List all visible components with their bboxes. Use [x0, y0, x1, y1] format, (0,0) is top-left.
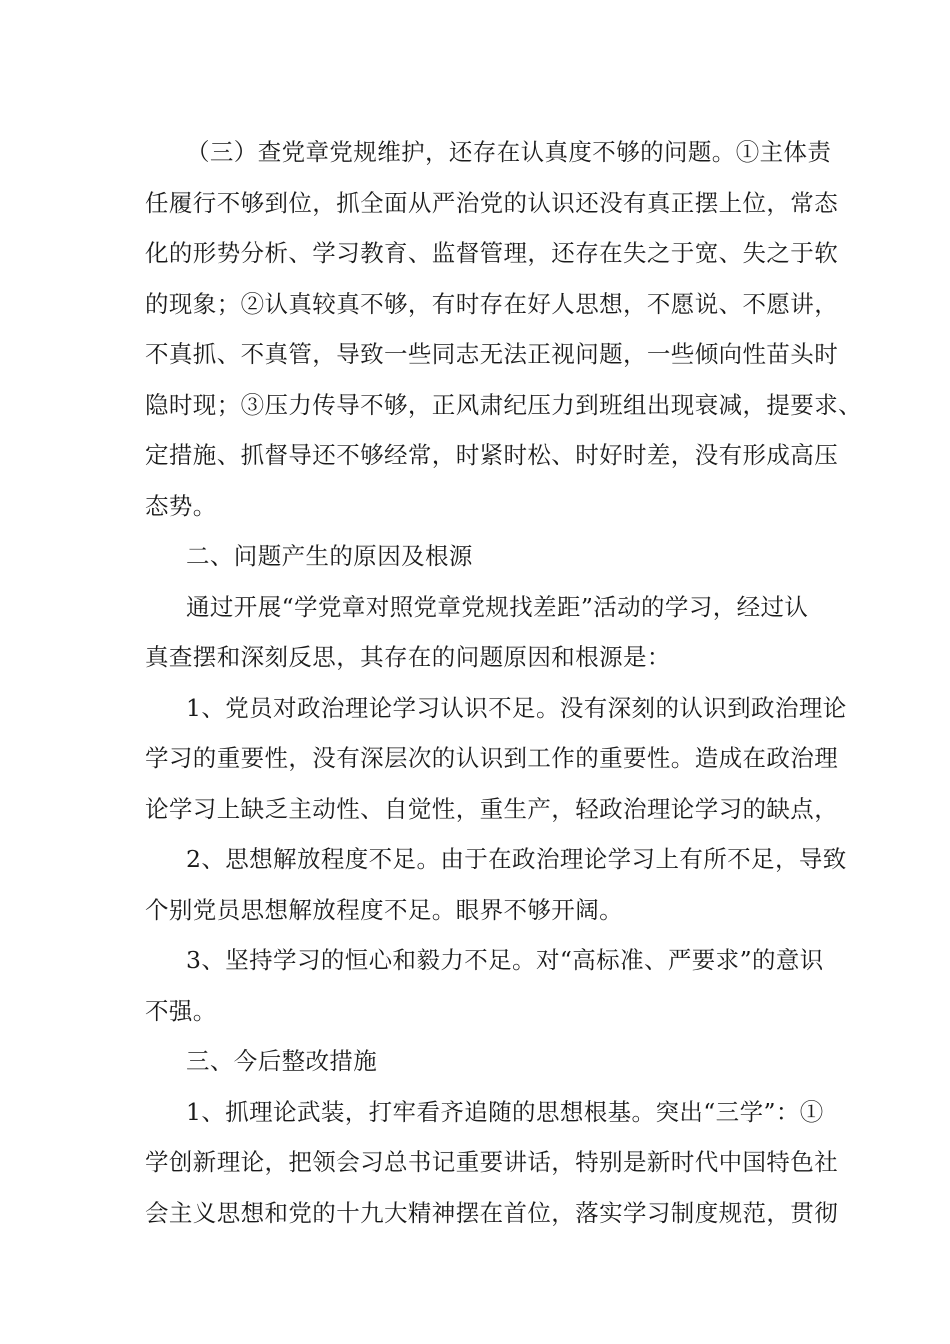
text-line: 会主义思想和党的十九大精神摆在首位，落实学习制度规范，贯彻 [145, 1198, 839, 1227]
text-line: 通过开展“学党章对照党章党规找差距”活动的学习，经过认 [186, 592, 809, 621]
text-line: 学创新理论，把领会习总书记重要讲话，特别是新时代中国特色社 [145, 1148, 839, 1176]
text-line: 不强。 [145, 996, 217, 1025]
text-line: 论学习上缺乏主动性、自觉性，重生产，轻政治理论学习的缺点， [145, 794, 839, 823]
text-line: 真查摆和深刻反思，其存在的问题原因和根源是： [145, 643, 671, 671]
paragraph-cause-1 [145, 683, 847, 835]
text-line: 不真抓、不真管，导致一些同志无法正视问题，一些倾向性苗头时 [145, 340, 839, 368]
document-body [145, 127, 862, 1238]
text-line: 2、思想解放程度不足。由于在政治理论学习上有所不足，导致 [186, 845, 847, 873]
paragraph-intro [145, 582, 809, 683]
text-line: 学习的重要性，没有深层次的认识到工作的重要性。造成在政治理 [145, 744, 839, 772]
paragraph-measure-1 [145, 1087, 839, 1239]
text-line: 1、党员对政治理论学习认识不足。没有深刻的认识到政治理论 [186, 693, 847, 722]
text-line: 个别党员思想解放程度不足。眼界不够开阔。 [145, 895, 623, 924]
text-line: （三）查党章党规维护，还存在认真度不够的问题。①主体责 [186, 138, 832, 166]
text-line: 化的形势分析、学习教育、监督管理，还存在失之于宽、失之于软 [145, 239, 839, 267]
text-line: 隐时现；③压力传导不够，正风肃纪压力到班组出现衰减，提要求、 [145, 390, 862, 419]
paragraph-cause-2 [145, 834, 847, 935]
text-line: 定措施、抓督导还不够经常，时紧时松、时好时差，没有形成高压 [145, 441, 839, 469]
text-line: 态势。 [145, 491, 217, 520]
text-line: 任履行不够到位，抓全面从严治党的认识还没有真正摆上位，常态 [145, 188, 839, 217]
heading-text: 二、问题产生的原因及根源 [186, 542, 473, 570]
paragraph-cause-3 [145, 935, 824, 1036]
text-line: 1、抓理论武装，打牢看齐追随的思想根基。突出“三学”：① [186, 1097, 824, 1126]
section-heading-measures [145, 1036, 805, 1087]
text-line: 的现象；②认真较真不够，有时存在好人思想，不愿说、不愿讲， [145, 289, 839, 318]
section-heading-causes [145, 531, 805, 582]
paragraph-section3-check [145, 127, 862, 531]
heading-text: 三、今后整改措施 [186, 1047, 378, 1075]
text-line: 3、坚持学习的恒心和毅力不足。对“高标准、严要求”的意识 [186, 946, 824, 974]
